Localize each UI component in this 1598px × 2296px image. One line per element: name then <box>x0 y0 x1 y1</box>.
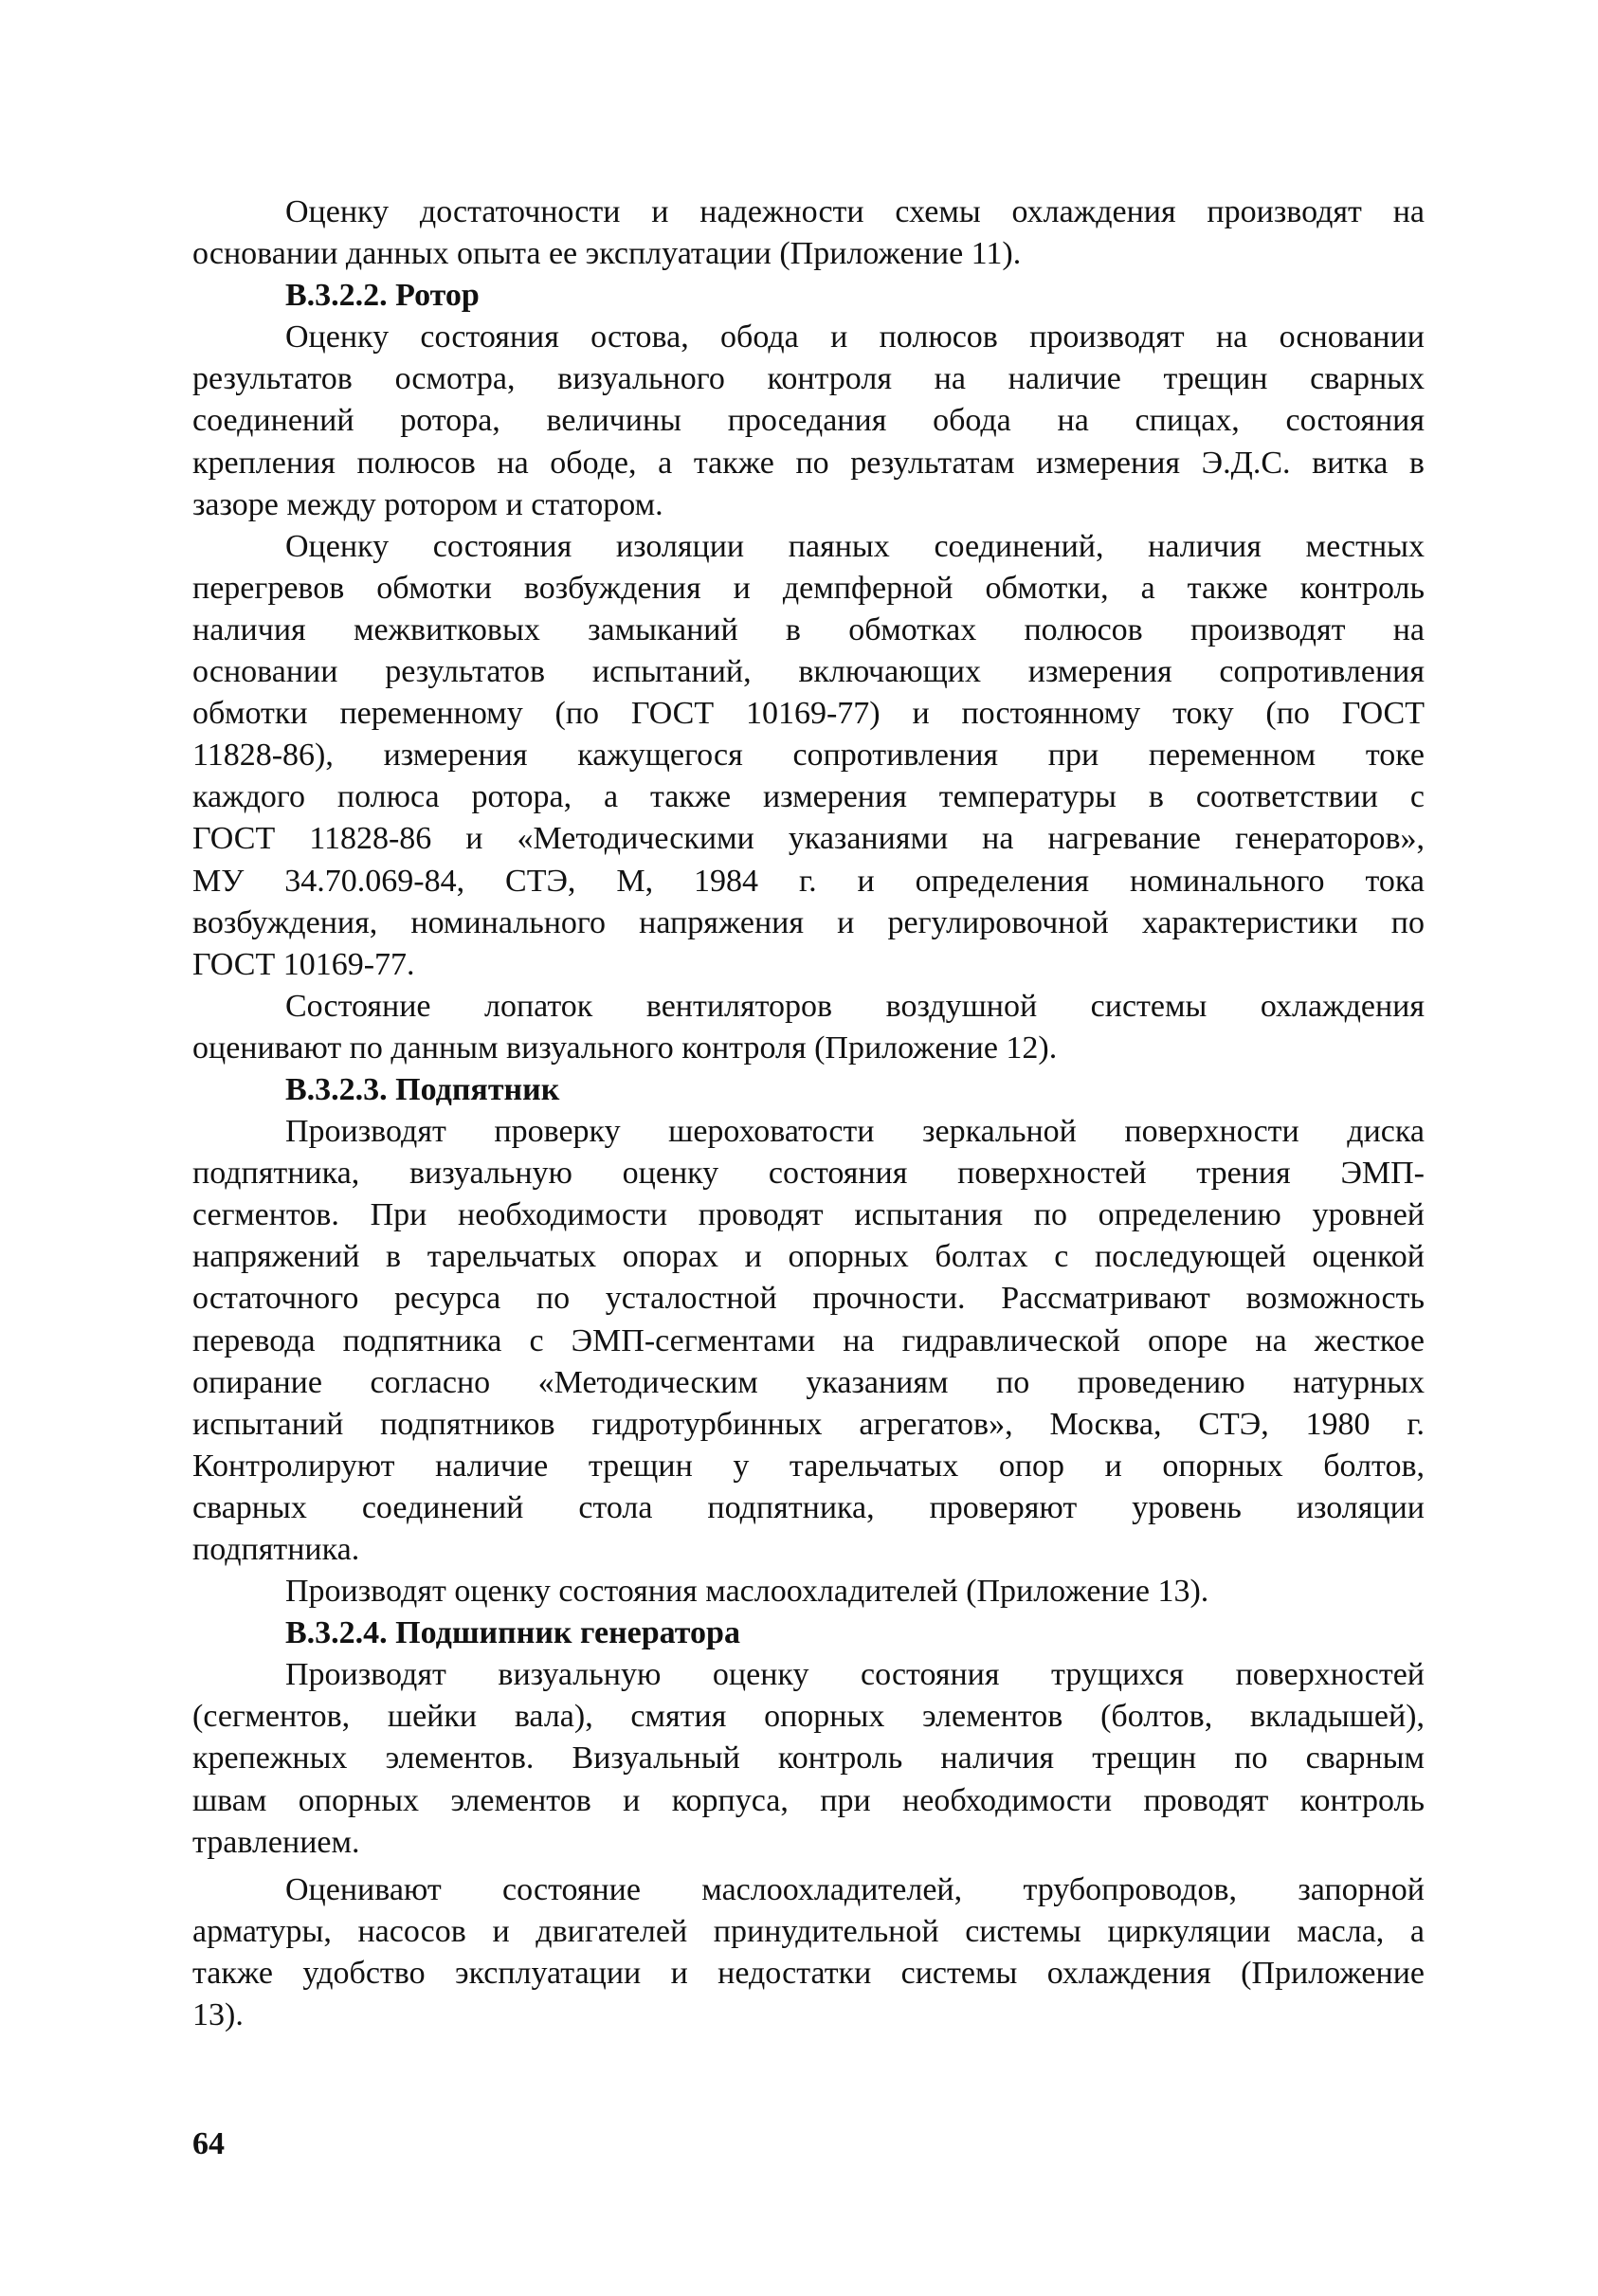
text-line: Состояние лопаток вентиляторов воздушной системы охлаждения <box>285 988 1425 1024</box>
paragraph <box>192 526 1425 986</box>
text-line: остаточного ресурса по усталостной прочности. Рассматривают возможность <box>192 1281 1425 1317</box>
text-line: соединений ротора, величины проседания обода на спицах, состояния <box>192 403 1425 439</box>
section-generator-bearing <box>192 1613 1425 2036</box>
text-line: также удобство эксплуатации и недостатки системы охлаждения (Приложение <box>192 1955 1425 1991</box>
text-line: Производят проверку шероховатости зеркальной поверхности диска <box>285 1114 1425 1150</box>
text-line: крепежных элементов. Визуальный контроль наличия трещин по сварным <box>192 1740 1425 1777</box>
text-line: ГОСТ 10169-77. <box>192 946 415 982</box>
text-line: швам опорных элементов и корпуса, при необходимости проводят контроль <box>192 1782 1425 1818</box>
text-line: сварных соединений стола подпятника, проверяют уровень изоляции <box>192 1489 1425 1525</box>
section-rotor <box>192 275 1425 1069</box>
text-line: Оценку состояния изоляции паяных соединений, наличия местных <box>285 528 1425 564</box>
page-body <box>192 191 1425 2036</box>
text-line: ГОСТ 11828-86 и «Методическими указаниями на нагревание генераторов», <box>192 821 1425 857</box>
text-line: результатов осмотра, визуального контроля на наличие трещин сварных <box>192 361 1425 397</box>
text-line: МУ 34.70.069-84, СТЭ, М, 1984 г. и определения номинального тока <box>192 863 1425 899</box>
paragraph <box>192 317 1425 525</box>
text-line: (сегментов, шейки вала), смятия опорных элементов (болтов, вкладышей), <box>192 1699 1425 1735</box>
text-line: каждого полюса ротора, а также измерения температуры в соответствии с <box>192 779 1425 815</box>
section-thrust-bearing <box>192 1069 1425 1613</box>
text-line: подпятника, визуальную оценку состояния поверхностей трения ЭМП- <box>192 1156 1425 1192</box>
section-heading: В.3.2.4. Подшипник генератора <box>285 1615 740 1651</box>
text-line: травлением. <box>192 1824 360 1860</box>
paragraph <box>192 191 1425 275</box>
text-line: возбуждения, номинального напряжения и регулировочной характеристики по <box>192 904 1425 940</box>
text-line: опирание согласно «Методическим указаниям по проведению натурных <box>192 1364 1425 1400</box>
paragraph <box>192 1111 1425 1571</box>
text-line: крепления полюсов на ободе, а также по результатам измерения Э.Д.С. витка в <box>192 445 1425 481</box>
paragraph <box>192 1571 1425 1613</box>
section-heading: В.3.2.3. Подпятник <box>285 1071 560 1107</box>
text-line: 13). <box>192 1997 244 2033</box>
page-number: 64 <box>192 2126 225 2161</box>
text-line: наличия межвитковых замыканий в обмотках полюсов производят на <box>192 611 1425 647</box>
text-line: напряжений в тарельчатых опорах и опорных болтах с последующей оценкой <box>192 1239 1425 1275</box>
text-line: подпятника. <box>192 1532 360 1567</box>
text-line: Производят оценку состояния маслоохладителей (Приложение 13). <box>285 1574 1209 1610</box>
paragraph <box>192 1869 1425 2036</box>
text-line: зазоре между ротором и статором. <box>192 486 663 522</box>
text-line: перевода подпятника с ЭМП-сегментами на гидравлической опоре на жесткое <box>192 1322 1425 1358</box>
text-line: арматуры, насосов и двигателей принудительной системы циркуляции масла, а <box>192 1913 1425 1949</box>
text-line: сегментов. При необходимости проводят испытания по определению уровней <box>192 1197 1425 1233</box>
section-heading: В.3.2.2. Ротор <box>285 278 480 314</box>
text-line: основании данных опыта ее эксплуатации (Приложение 11). <box>192 236 1022 272</box>
text-line: основании результатов испытаний, включающих измерения сопротивления <box>192 654 1425 690</box>
text-line: Оценивают состояние маслоохладителей, трубопроводов, запорной <box>285 1871 1425 1907</box>
text-line: обмотки переменному (по ГОСТ 10169-77) и постоянному току (по ГОСТ <box>192 696 1425 732</box>
text-line: Контролируют наличие трещин у тарельчатых опор и опорных болтов, <box>192 1448 1425 1484</box>
text-line: Оценку достаточности и надежности схемы охлаждения производят на <box>285 194 1425 229</box>
paragraph <box>192 1654 1425 1863</box>
text-line: перегревов обмотки возбуждения и демпферной обмотки, а также контроль <box>192 570 1425 606</box>
text-line: Оценку состояния остова, обода и полюсов производят на основании <box>285 319 1425 355</box>
text-line: испытаний подпятников гидротурбинных агрегатов», Москва, СТЭ, 1980 г. <box>192 1406 1425 1442</box>
paragraph <box>192 986 1425 1069</box>
text-line: Производят визуальную оценку состояния трущихся поверхностей <box>285 1657 1425 1693</box>
text-line: оценивают по данным визуального контроля (Приложение 12). <box>192 1030 1058 1066</box>
text-line: 11828-86), измерения кажущегося сопротивления при переменном токе <box>192 738 1425 774</box>
